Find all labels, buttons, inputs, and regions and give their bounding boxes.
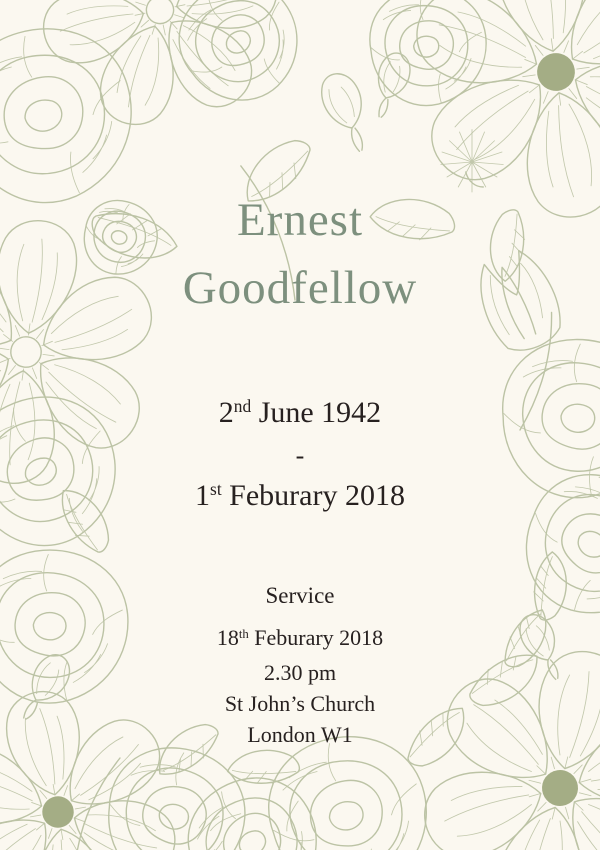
death-date: [0, 479, 600, 516]
birth-month-year: June 1942: [251, 396, 382, 429]
death-ordinal: st: [210, 479, 222, 500]
death-month-year: Feburary 2018: [221, 479, 405, 512]
service-venue: St John’s Church: [224, 691, 376, 716]
deceased-last-name: Goodfellow: [182, 262, 418, 314]
birth-date: [0, 396, 600, 433]
death-day: 1: [195, 479, 211, 512]
birth-day: 2: [218, 396, 234, 429]
lifespan-dates: [0, 396, 600, 516]
deceased-name: [0, 186, 600, 322]
service-time: 2.30 pm: [263, 660, 337, 685]
service-day: 18: [216, 625, 239, 650]
service-location: London W1: [247, 722, 353, 747]
service-ordinal: th: [238, 626, 249, 641]
birth-ordinal: nd: [233, 396, 252, 417]
service-month-year: Feburary 2018: [248, 625, 384, 650]
service-date: [0, 624, 600, 655]
deceased-first-name: Ernest: [236, 194, 364, 246]
service-heading: Service: [265, 583, 335, 608]
date-separator: -: [295, 441, 305, 470]
service-details: [0, 583, 600, 752]
